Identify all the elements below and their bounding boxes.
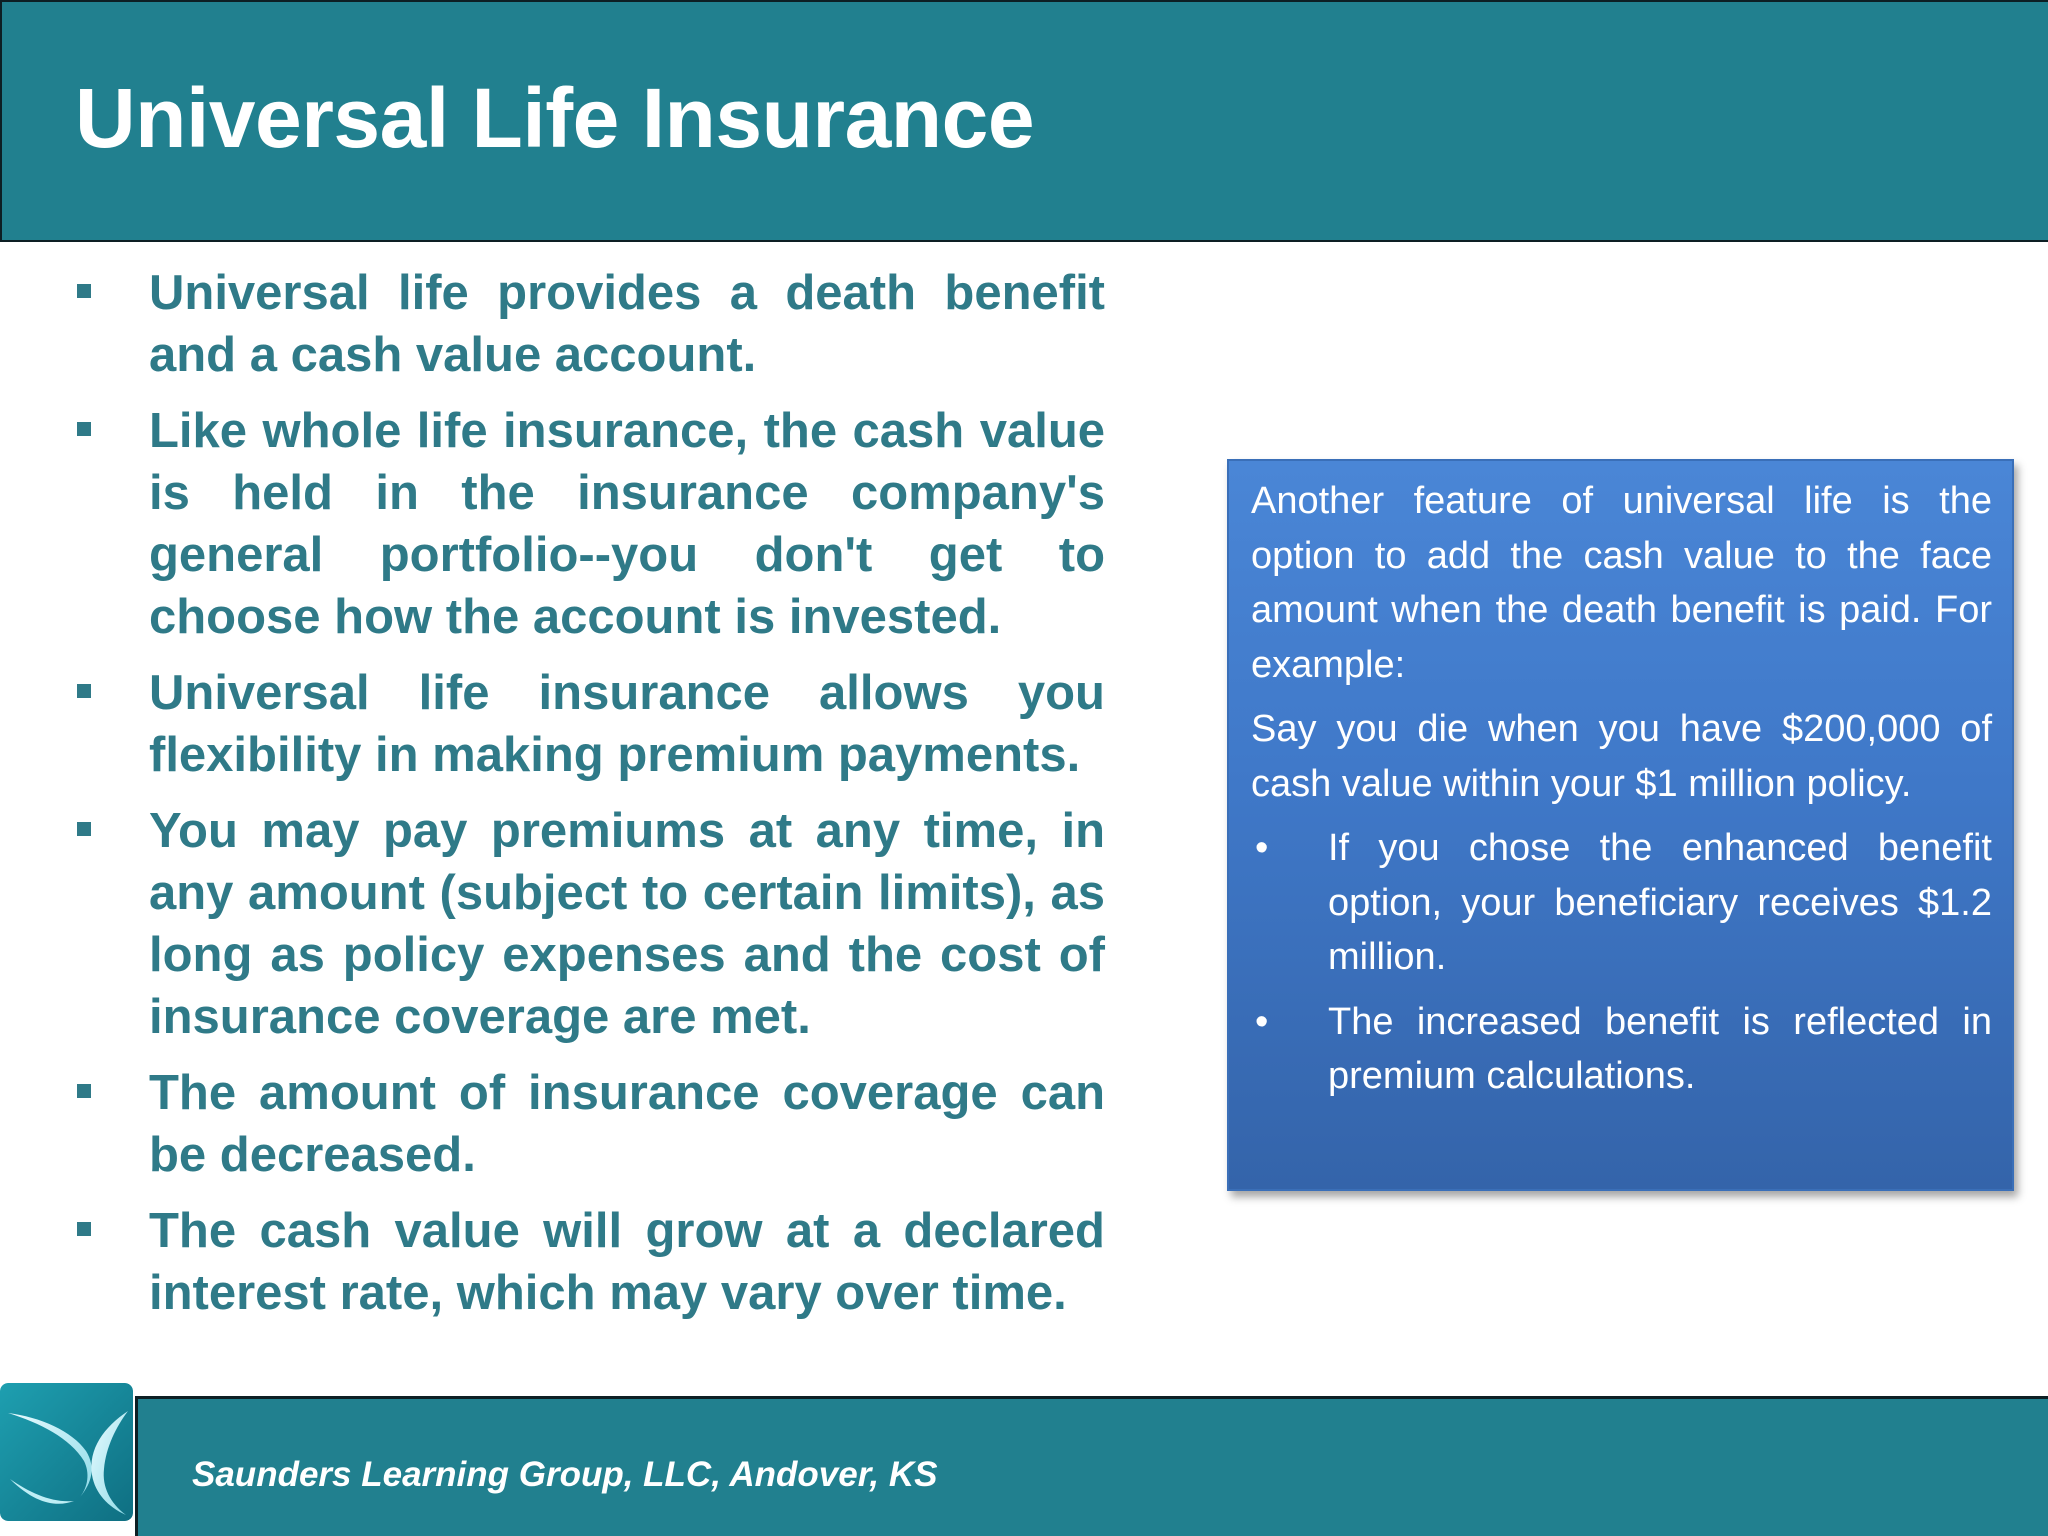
bullet-list	[73, 262, 1105, 1338]
callout-list-item	[1251, 821, 1992, 985]
header-bar	[0, 0, 2048, 242]
square-bullet-icon	[77, 684, 91, 698]
callout-list-item	[1251, 995, 1992, 1104]
bullet-item	[73, 1062, 1105, 1186]
bullet-item	[73, 662, 1105, 786]
bullet-item	[73, 400, 1105, 648]
callout-item-text: The increased benefit is reflected in premium calculations.	[1328, 1000, 1992, 1097]
callout-intro: Another feature of universal life is the option to add the cash value to the face amount when the death benefit is paid. For example:	[1251, 480, 1992, 686]
bullet-text: You may pay premiums at any time, in any amount (subject to certain limits), as long as policy expenses and the cost of insurance coverage are met.	[149, 804, 1105, 1044]
dot-bullet-icon: •	[1255, 1000, 1269, 1043]
bullet-text: The amount of insurance coverage can be decreased.	[149, 1066, 1105, 1182]
square-bullet-icon	[77, 422, 91, 436]
bullet-text: Universal life provides a death benefit and a cash value account.	[149, 266, 1105, 382]
bullet-item	[73, 262, 1105, 386]
bullet-text: The cash value will grow at a declared interest rate, which may vary over time.	[149, 1204, 1105, 1320]
callout-example: Say you die when you have $200,000 of cash value within your $1 million policy.	[1251, 708, 1992, 805]
bullet-text: Like whole life insurance, the cash value is held in the insurance company's general portfolio--you don't get to choose how the account is invested.	[149, 404, 1105, 644]
square-bullet-icon	[77, 284, 91, 298]
bullet-item	[73, 1200, 1105, 1324]
dot-bullet-icon: •	[1255, 827, 1269, 869]
square-bullet-icon	[77, 1222, 91, 1236]
footer-text: Saunders Learning Group, LLC, Andover, KS	[192, 1455, 938, 1494]
callout-box	[1227, 459, 2014, 1191]
swoosh-logo-icon	[0, 1383, 133, 1521]
callout-list	[1251, 821, 1992, 1104]
bullet-item	[73, 800, 1105, 1048]
square-bullet-icon	[77, 1084, 91, 1098]
page-title: Universal Life Insurance	[75, 71, 1035, 165]
callout-item-text: If you chose the enhanced benefit option, your beneficiary receives $1.2 million.	[1328, 827, 1992, 978]
square-bullet-icon	[77, 822, 91, 836]
bullet-text: Universal life insurance allows you flexibility in making premium payments.	[149, 666, 1105, 782]
